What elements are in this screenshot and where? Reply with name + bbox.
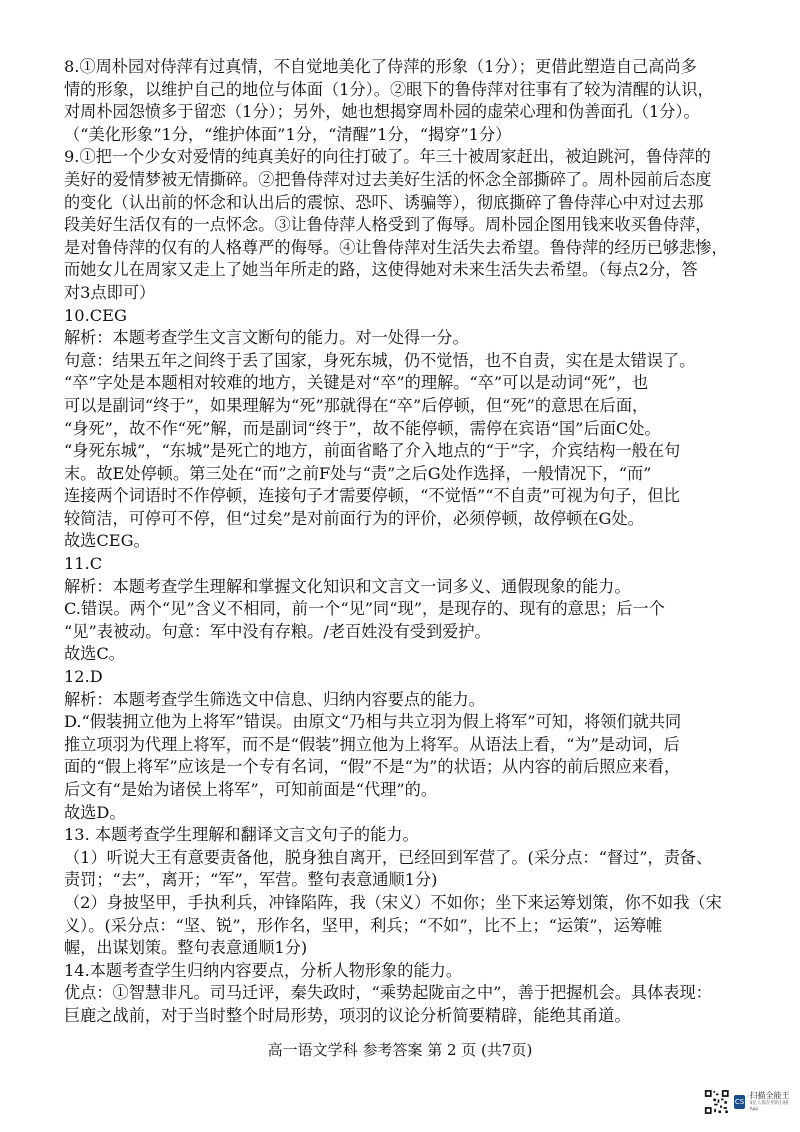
text-line: 9.①把一个少女对爱情的纯真美好的向往打破了。年三十被周家赶出，被迫跳河，鲁侍萍的 (64, 147, 711, 167)
text-line: 对周朴园怨愤多于留恋（1分）；另外，她也想揭穿周朴园的虚荣心理和伪善面孔（1分）。 (64, 102, 700, 122)
text-line: （2）身披坚甲，手执利兵，冲锋陷阵，我（宋义）不如你；坐下来运筹划策，你不如我（宋 (64, 892, 722, 912)
scanner-title: 扫描全能王 (749, 1091, 790, 1100)
text-line: 巨鹿之战前，对于当时整个时局形势，项羽的议论分析简要精辟，能绝其甬道。 (64, 1005, 631, 1025)
text-line: 末。故E处停顿。第三处在“而”之前F处与“责”之后G处作选择，一般情况下，“而” (64, 463, 652, 483)
text-line: 美好的爱情梦被无情撕碎。②把鲁侍萍对过去美好生活的怀念全部撕碎了。周朴园前后态度 (64, 169, 712, 189)
text-line: 的变化（认出前的怀念和认出后的震惊、恐吓、诱骗等），彻底撕碎了鲁侍萍心中对过去那 (64, 192, 704, 212)
text-line: （“美化形象”1分，“维护体面”1分，“清醒”1分，“揭穿”1分） (64, 124, 512, 144)
text-line: 故选D。 (64, 802, 126, 822)
text-line: 是对鲁侍萍的仅有的人格尊严的侮辱。④让鲁侍萍对生活失去希望。鲁侍萍的经历已够悲惨， (64, 237, 728, 257)
text-line: 后文有“是始为诸侯上将军”，可知前面是“代理”的。 (64, 780, 438, 799)
text-line: 8.①周朴园对侍萍有过真情，不自觉地美化了侍萍的形象（1分）；更借此塑造自己高尚多 (64, 57, 697, 76)
qr-code-icon (704, 1087, 730, 1117)
text-line: 13. 本题考查学生理解和翻译文言文句子的能力。 (64, 825, 419, 845)
answer-document (64, 56, 754, 1028)
text-line: D.“假装拥立他为上将军”错误。由原文“乃相与共立羽为假上将军”可知，将领们就共同 (64, 712, 682, 732)
text-line: 优点：①智慧非凡。司马迁评，秦失政时，“乘势起陇亩之中”，善于把握机会。具体表现： (64, 983, 712, 1003)
scanner-watermark (704, 1084, 790, 1120)
text-line: 解析：本题考查学生文言文断句的能力。对一处得一分。 (64, 328, 469, 348)
text-line: 推立项羽为代理上将军，而不是“假装”拥立他为上将军。从语法上看，“为”是动词，后 (64, 734, 680, 754)
text-line: 可以是副词“终于”，如果理解为“死”那就得在“卒”后停顿，但“死”的意思在后面， (64, 395, 649, 415)
text-line: 12.D (64, 667, 103, 687)
scanner-subtitle: 3亿人都在用的扫描App (749, 1101, 789, 1112)
text-line: （1）听说大王有意要责备他，脱身独自离开，已经回到军营了。(采分点：“督过”，责备、 (64, 847, 713, 867)
text-line: 情的形象，以维护自己的地位与体面（1分）。②眼下的鲁侍萍对往事有了较为清醒的认识， (64, 79, 714, 99)
text-line: 解析：本题考查学生筛选文中信息、归纳内容要点的能力。 (64, 689, 485, 709)
cs-logo-icon: CS (734, 1095, 746, 1109)
text-line: 面的“假上将军”应该是一个专有名词，“假”不是“为”的状语；从内容的前后照应来看， (64, 757, 681, 777)
text-line: 解析：本题考查学生理解和掌握文化知识和文言文一词多义、通假现象的能力。 (64, 576, 631, 596)
text-line: 段美好生活仅有的一点怀念。③让鲁侍萍人格受到了侮辱。周朴园企图用钱来收买鲁侍萍， (64, 215, 712, 235)
text-line: 句意：结果五年之间终于丢了国家，身死东城，仍不觉悟，也不自责，实在是太错误了。 (64, 350, 696, 370)
text-line: 连接两个词语时不作停顿，连接句子才需要停顿，“不觉悟”“不自责”可视为句子，但比 (64, 486, 680, 506)
text-line: 幄，出谋划策。整句表意通顺1分) (64, 938, 308, 958)
page-footer: 高一语文学科 参考答案 第 2 页 (共7页) (267, 1041, 533, 1059)
text-line: 责罚；“去”，离开；“军”，军营。整句表意通顺1分) (64, 870, 438, 890)
text-line: 义）。(采分点：“坚、锐”，形作名，坚甲，利兵；“不如”，比不上；“运策”，运筹帷 (64, 915, 663, 935)
text-line: 10.CEG (64, 305, 127, 325)
text-line: C.错误。两个“见”含义不相同，前一个“见”同“现”，是现存的、现有的意思；后一个 (64, 599, 665, 619)
text-line: 较简洁，可停可不停，但“过矣”是对前面行为的评价，必须停顿，故停顿在G处。 (64, 508, 644, 528)
text-line: 对3点即可） (64, 282, 156, 302)
text-line: “见”表被动。句意：军中没有存粮。/老百姓没有受到爱护。 (64, 621, 491, 641)
text-line: “卒”字处是本题相对较难的地方，关键是对“卒”的理解。“卒”可以是动词“死”，也 (64, 373, 649, 393)
text-line: 11.C (64, 554, 103, 574)
text-line: 故选C。 (64, 644, 125, 664)
text-line: “身死”，故不作“死”解，而是副词“终于”，故不能停顿，需停在宾语“国”后面C处。 (64, 418, 661, 438)
text-line: 14.本题考查学生归纳内容要点，分析人物形象的能力。 (64, 960, 463, 980)
text-line: “身死东城”，“东城”是死亡的地方，前面省略了介入地点的“于”字，介宾结构一般在句 (64, 441, 681, 461)
text-line: 而她女儿在周家又走上了她当年所走的路，这使得她对未来生活失去希望。（每点2分，答 (64, 260, 698, 280)
text-line: 故选CEG。 (64, 531, 150, 551)
